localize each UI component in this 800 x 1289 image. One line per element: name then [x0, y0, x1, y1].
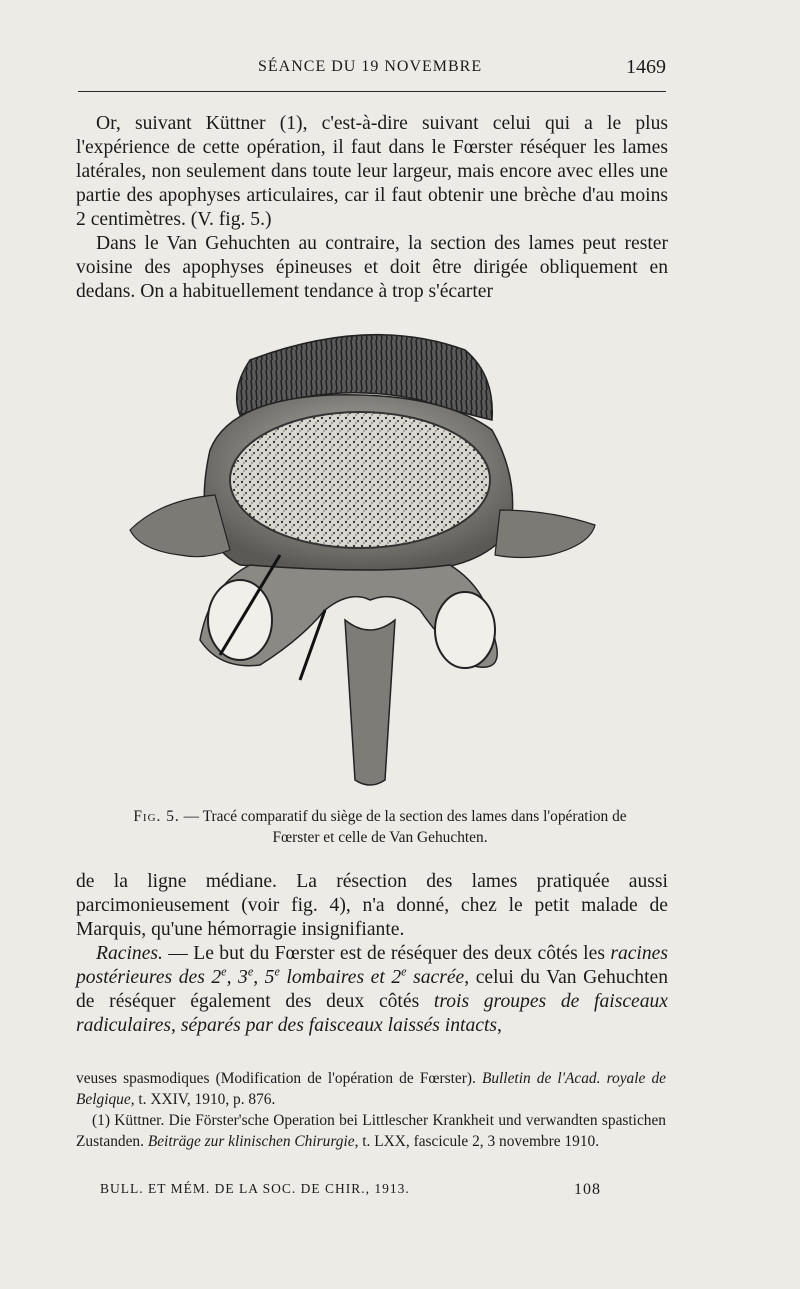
vertebra-figure	[120, 320, 620, 800]
running-head	[78, 56, 666, 84]
right-transverse-process	[495, 510, 595, 558]
page-footer	[100, 1181, 640, 1201]
paragraph-van-gehuchten: Dans le Van Gehuchten au contraire, la section des lames peut rester voisine des apophyses épineuses et doit être dirigée obliquement en dedans. On a habituellement tendance à trop s'écarter	[76, 233, 668, 302]
paragraph-kuttner: Or, suivant Küttner (1), c'est-à-dire suivant celui qui a le plus l'expérience de cette opération, il faut dans le Fœrster réséquer les lames latérales, non seulement dans toute leur largeur, mais encore avec elles une partie des apophyses articulaires, car il faut obtenir une brèche d'au moins 2 centimètres. (V. fig. 5.)	[76, 113, 668, 230]
footnote-continued: veuses spasmodiques (Modification de l'opération de Fœrster). Bulletin de l'Acad. royale de Belgique, t. XXIV, 1910, p. 876.	[76, 1070, 666, 1108]
running-title: SÉANCE DU 19 NOVEMBRE	[258, 58, 483, 75]
sheet-number: 108	[574, 1181, 601, 1198]
page-number: 1469	[626, 56, 666, 78]
left-transverse-process	[130, 495, 230, 557]
journal-signature: BULL. ET MÉM. DE LA SOC. DE CHIR., 1913.	[100, 1181, 410, 1196]
section-heading-racines: Racines.	[96, 943, 163, 964]
body-text-bottom	[76, 870, 668, 1038]
vertebral-endplate	[230, 412, 490, 548]
header-rule	[78, 91, 666, 92]
spinous-process	[345, 620, 395, 785]
body-text-top	[76, 112, 668, 304]
figure-caption	[120, 806, 640, 848]
footnote-1: (1) Küttner. Die Förster'sche Operation bei Littlescher Krankheit und verwandten spastichen Zustanden. Beiträge zur klinischen Chirurgie, t. LXX, fascicule 2, 3 novembre 1910.	[76, 1112, 666, 1150]
figure-label: Fig. 5.	[133, 808, 180, 825]
footnotes	[76, 1068, 666, 1152]
paragraph-mediane: de la ligne médiane. La résection des lames pratiquée aussi parcimonieusement (voir fig. 4), n'a donné, chez le petit malade de Marquis, qu'une hémorragie insignifiante.	[76, 871, 668, 940]
vertebra-illustration	[120, 320, 620, 800]
right-articular-facet	[435, 592, 495, 668]
paragraph-racines: Racines. — Le but du Fœrster est de réséquer des deux côtés les racines postérieures des 2e, 3e, 5e lombaires et 2e sacrée, celui du Van Gehuchten de réséquer également des deux côtés trois groupes de faisceaux radiculaires, séparés par des faisceaux laissés intacts,	[76, 943, 669, 1036]
figure-caption-text: — Tracé comparatif du siège de la section des lames dans l'opération de Fœrster et celle de Van Gehuchten.	[183, 808, 627, 846]
